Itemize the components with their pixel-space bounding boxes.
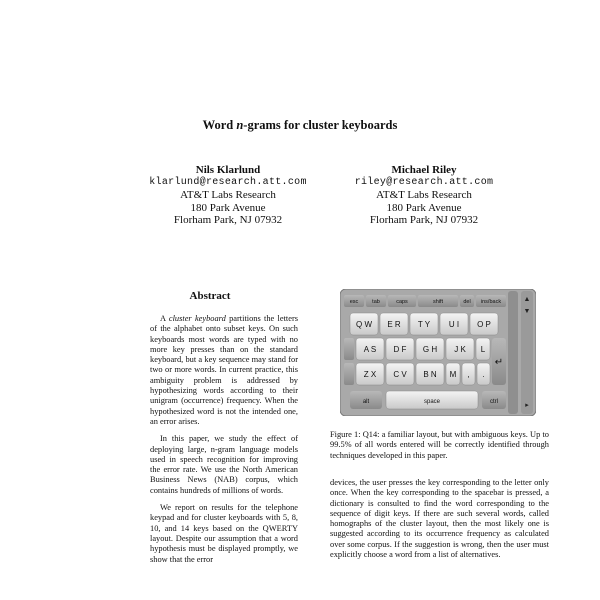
enter-icon: ↵ [494,357,504,368]
abstract-paragraph-2: In this paper, we study the effect of deploying large, n-gram language models used in speech recognition for improving the error rate. We use the North American Business News (NAB) corpus, which contains hundreds of millions of words. [150,434,298,495]
abstract-column [150,314,298,572]
key-ui-label: U I [448,320,460,329]
abstract-heading: Abstract [189,290,231,302]
key-tab-label: tab [372,299,380,305]
abstract-paragraph-1: A cluster keyboard partitions the letters of the alphabet onto subset keys. On such keyboards most words are typed with no more key presses than on the standard keyboard, but a key sequence may stand for two or more words. In current practice, this ambiguity problem is addressed by hypothesizing words according to their unigram (occurrence) frequency. When the hypothesized word is not the intended one, an error arises. [150,314,298,426]
key-caps-label: caps [396,299,408,305]
author-org: AT&T Labs Research [180,189,276,201]
arrow-right-icon: ▸ [525,401,529,409]
side-strip [508,291,518,414]
body-paragraph: devices, the user presses the key corresponding to the letter only once. When the key corresponding to the spacebar is pressed, a dictionary is consulted to find the word corresponding to the sequence of digit keys. If there are such several words, called homographs of the cluster layout, then the most likely one is suggested according to its occurrence frequency as calculated over some corpus. If the suggestion is wrong, then the user must explicitly choose a word from a list of alternatives. [330,478,549,560]
author-email: riley@research.att.com [354,176,494,188]
arrow-up-icon: ▲ [523,295,531,303]
author-address: 180 Park Avenue [190,201,266,214]
author-email: klarlund@research.att.com [149,176,307,188]
paper-title [0,118,600,133]
arrow-down-icon: ▼ [523,307,531,315]
key-esc-label: esc [349,299,359,305]
title-prefix: Word [202,118,237,132]
author-org: AT&T Labs Research [376,189,472,201]
author-block-1 [128,164,328,227]
author-name: Michael Riley [391,164,457,176]
key-bn-label: B N [423,370,437,379]
author-city: Florham Park, NJ 07932 [173,214,283,226]
author-city: Florham Park, NJ 07932 [369,214,479,226]
key-ctrl-label: ctrl [490,399,498,405]
key-er-label: E R [387,320,401,329]
key-df-label: D F [393,345,407,354]
keyboard-figure [340,289,536,416]
key-qw-label: Q W [356,320,372,329]
key-gh-label: G H [422,345,438,354]
key-ty-label: T Y [417,320,431,329]
key-left-mod [344,338,354,360]
key-ins-back-label: ins/back [480,299,502,305]
key-op-label: O P [477,320,491,329]
body-column-right [330,478,549,567]
author-block-2 [324,164,524,227]
abstract-paragraph-3: We report on results for the telephone keypad and for cluster keyboards with 5, 8, 10, and 14 keys based on the QWERTY layout. Despite our assumption that a word hypothesis must be displayed promptly, we show that the error [150,503,298,564]
title-suffix: -grams for cluster keyboards [243,118,398,132]
key-comma-label: , [467,370,470,379]
key-cv-label: C V [393,370,407,379]
title-n: n [236,118,244,132]
key-as-label: A S [363,345,377,354]
key-left-mod-2 [344,363,354,385]
key-alt-label: alt [362,399,370,405]
key-shift-label: shift [432,299,444,305]
author-address: 180 Park Avenue [386,201,462,214]
key-zx-label: Z X [363,370,377,379]
key-del-label: del [463,299,471,305]
term-cluster-keyboard: cluster keyboard [168,314,226,323]
figure-caption: Figure 1: Q14: a familiar layout, but with ambiguous keys. Up to 99.5% of all words entered will be correctly identified through techniques developed in this paper. [330,430,549,460]
key-l-label: L [480,345,486,354]
author-name: Nils Klarlund [195,164,261,176]
key-jk-label: J K [454,345,466,354]
key-period-label: . [482,370,485,379]
key-space-label: space [423,399,441,405]
key-m-label: M [449,370,457,379]
